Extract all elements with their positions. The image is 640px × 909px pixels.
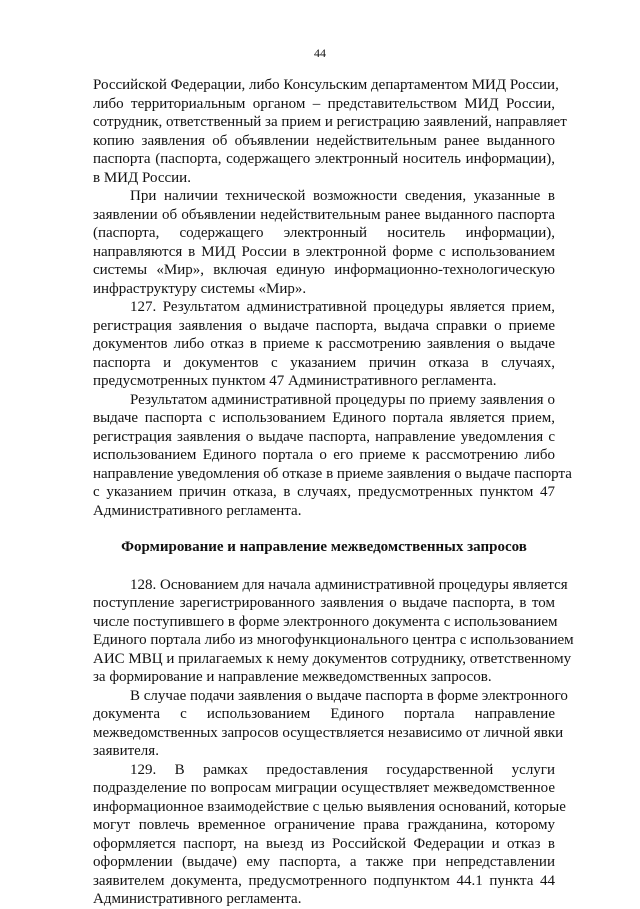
text-line: заявителем документа, предусмотренного подпунктом 44.1 пункта 44 (93, 872, 555, 889)
text-line: документа с использованием Единого портала направление (93, 706, 555, 722)
text-line: оформлении (выдаче) ему паспорта, а также при непредставлении (93, 854, 555, 870)
text-line: числе поступившего в форме электронного документа с использованием (93, 613, 558, 630)
section-heading: Формирование и направление межведомственных запросов (121, 539, 527, 555)
text-line: В случае подачи заявления о выдаче паспорта в форме электронного (130, 687, 568, 704)
text-line: При наличии технической возможности сведения, указанные в (130, 188, 555, 204)
text-line: оформляется паспорт, на выезд из Российской Федерации и отказ в (93, 835, 555, 852)
text-line: поступление зарегистрированного заявления о выдаче паспорта, в том (93, 595, 555, 611)
text-line: 127. Результатом административной процедуры является прием, (130, 299, 555, 315)
text-line: АИС МВЦ и прилагаемых к нему документов сотруднику, ответственному (93, 650, 572, 667)
text-line: за формирование и направление межведомственных запросов. (93, 669, 492, 685)
text-line: Единого портала либо из многофункционального центра с использованием (93, 632, 574, 648)
text-line: 129. В рамках предоставления государственной услуги (130, 761, 555, 778)
paragraph-p7 (93, 761, 566, 909)
text-line: документов либо отказ в приеме к рассмотрению заявления о выдаче (93, 336, 555, 352)
text-line: Российской Федерации, либо Консульским департаментом МИД России, (93, 77, 559, 93)
text-line: предусмотренных пунктом 47 Административного регламента. (93, 373, 497, 389)
text-line: Результатом административной процедуры по приему заявления о (130, 391, 555, 408)
text-line: в МИД России. (93, 169, 191, 186)
text-line: информационное взаимодействие с целью выявления оснований, которые (93, 798, 566, 815)
text-line: паспорта и документов с указанием причин отказа в случаях, (93, 354, 555, 371)
paragraph-p2 (93, 187, 555, 298)
paragraph-p6 (93, 687, 568, 761)
text-line: заявителя. (93, 743, 159, 759)
text-line: Административного регламента. (93, 502, 302, 519)
paragraph-p3 (93, 298, 555, 391)
paragraph-p5 (93, 576, 574, 687)
text-line: заявлении об объявлении недействительным ранее выданного паспорта (93, 206, 555, 223)
text-line: использованием Единого портала о его приеме к рассмотрению либо (93, 447, 555, 463)
text-line: инфраструктуру системы «Мир». (93, 280, 307, 297)
text-line: регистрация заявления о выдаче паспорта, выдача справки о приеме (93, 317, 555, 334)
paragraph-p4 (93, 391, 572, 521)
text-line: сотрудник, ответственный за прием и регистрацию заявлений, направляет (93, 114, 567, 130)
page-number: 44 (314, 46, 326, 60)
text-line: выдаче паспорта с использованием Единого портала является прием, (93, 410, 555, 426)
text-line: регистрация заявления о выдаче паспорта, направление уведомления с (93, 428, 555, 445)
text-line: межведомственных запросов осуществляется независимо от личной явки (93, 724, 564, 741)
text-line: либо территориальным органом – представительством МИД России, (93, 95, 555, 112)
text-line: системы «Мир», включая единую информационно-технологическую (93, 262, 555, 278)
text-line: копию заявления об объявлении недействительным ранее выданного (93, 132, 555, 149)
document-body (93, 76, 574, 909)
text-line: с указанием причин отказа, в случаях, предусмотренных пунктом 47 (93, 484, 555, 500)
text-line: Административного регламента. (93, 891, 302, 907)
text-line: (паспорта, содержащего электронный носитель информации), (93, 225, 555, 241)
paragraph-p1 (93, 76, 567, 187)
text-line: направление уведомления об отказе в приеме заявления о выдаче паспорта (93, 465, 572, 482)
text-line: паспорта (паспорта, содержащего электронный носитель информации), (93, 151, 555, 167)
text-line: направляются в МИД России в электронной форме с использованием (93, 243, 555, 260)
text-line: 128. Основанием для начала административной процедуры является (130, 576, 568, 593)
text-line: могут повлечь временное ограничение права гражданина, которому (93, 817, 555, 833)
text-line: подразделение по вопросам миграции осуществляет межведомственное (93, 780, 555, 796)
